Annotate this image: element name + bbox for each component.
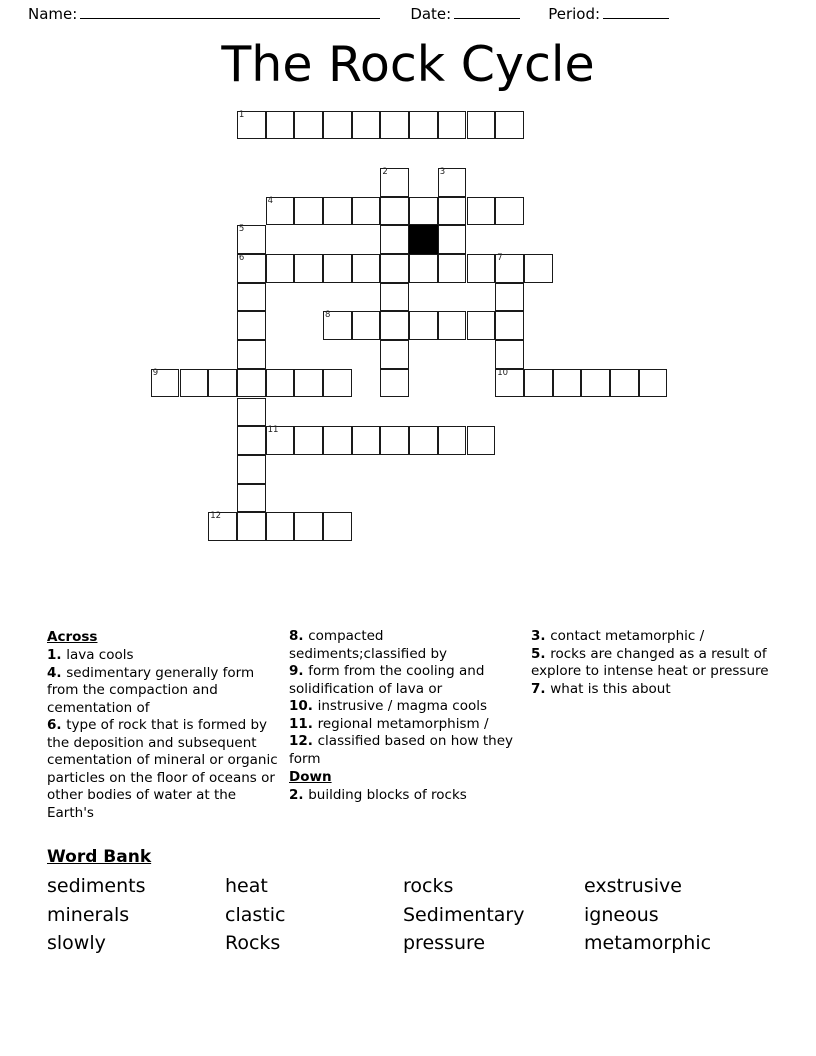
grid-cell[interactable] (323, 254, 352, 283)
grid-cell[interactable] (323, 311, 352, 340)
grid-cell[interactable] (495, 197, 524, 226)
grid-cell[interactable] (380, 311, 409, 340)
grid-cell[interactable] (237, 254, 266, 283)
grid-cell[interactable] (294, 369, 323, 398)
grid-cell[interactable] (495, 111, 524, 140)
clue-item (531, 646, 771, 681)
grid-cell[interactable] (294, 197, 323, 226)
grid-cell[interactable] (237, 512, 266, 541)
grid-cell[interactable] (237, 455, 266, 484)
grid-cell[interactable] (553, 369, 582, 398)
clue-text: classified based on how they form (289, 733, 513, 767)
grid-cell[interactable] (495, 283, 524, 312)
grid-cell[interactable] (380, 340, 409, 369)
clue-item (289, 787, 521, 805)
grid-cell[interactable] (380, 225, 409, 254)
page-title: The Rock Cycle (221, 36, 595, 93)
grid-cell[interactable] (180, 369, 209, 398)
grid-cell-number: 7 (497, 253, 503, 263)
grid-cell[interactable] (438, 111, 467, 140)
clues-section (0, 628, 816, 828)
word-bank-word: heat (225, 875, 268, 897)
clue-item (531, 628, 771, 646)
grid-cell-number: 3 (439, 166, 446, 177)
clue-text: building blocks of rocks (308, 787, 467, 803)
clue-number: 6. (47, 717, 67, 733)
grid-cell[interactable] (237, 225, 266, 254)
grid-cell[interactable] (380, 254, 409, 283)
date-label: Date: (410, 4, 452, 23)
grid-cell[interactable] (352, 111, 381, 140)
clue-text: compacted sediments;classified by (289, 628, 448, 662)
word-bank-word: metamorphic (584, 932, 712, 954)
clue-item (289, 663, 521, 698)
grid-cell[interactable] (237, 111, 266, 140)
word-bank-word: igneous (584, 903, 659, 926)
clue-text: instrusive / magma cools (317, 698, 488, 714)
grid-cell[interactable] (380, 426, 409, 455)
clue-column-2 (289, 628, 521, 805)
grid-cell-number: 8 (325, 310, 331, 321)
grid-cell[interactable] (380, 168, 409, 197)
grid-cell[interactable] (524, 254, 553, 283)
grid-cell-number: 11 (267, 425, 279, 436)
grid-cell[interactable] (409, 197, 438, 226)
word-bank-grid (47, 872, 767, 958)
grid-cell[interactable] (208, 369, 237, 398)
clue-number: 4. (47, 664, 67, 681)
grid-cell[interactable] (294, 254, 323, 283)
grid-cell[interactable] (237, 484, 266, 513)
clue-text: form from the cooling and solidification of lava or (289, 663, 485, 697)
clue-text: lava cools (66, 647, 134, 663)
grid-cell[interactable] (438, 197, 467, 226)
clue-item (289, 628, 521, 663)
word-bank-word: rocks (403, 875, 454, 897)
grid-cell[interactable] (266, 254, 295, 283)
grid-cell[interactable] (237, 311, 266, 340)
clue-number: 9. (289, 663, 309, 679)
clue-number: 3. (531, 628, 551, 644)
name-label: Name: (28, 4, 78, 23)
grid-cell[interactable] (467, 111, 496, 140)
word-bank-word: slowly (47, 932, 106, 954)
clue-number: 10. (289, 698, 318, 714)
clue-item (47, 717, 279, 822)
clue-number: 11. (289, 715, 318, 732)
grid-cell[interactable] (237, 398, 266, 427)
grid-cell[interactable] (409, 254, 438, 283)
grid-cell[interactable] (266, 197, 295, 226)
word-bank-word: Sedimentary (403, 903, 525, 926)
grid-cell[interactable] (581, 369, 610, 398)
clue-column-3 (531, 628, 771, 698)
grid-cell-number: 2 (382, 166, 388, 177)
clue-text: rocks are changed as a result of explore to intense heat or pressure (531, 645, 769, 679)
grid-cell[interactable] (208, 512, 237, 541)
grid-cell[interactable] (323, 369, 352, 398)
grid-cell[interactable] (352, 254, 381, 283)
clue-text: what is this about (550, 680, 671, 697)
clue-text: contact metamorphic / (550, 628, 705, 644)
clue-number: 2. (289, 787, 309, 803)
down-heading: Down (289, 769, 332, 785)
grid-cell[interactable] (266, 369, 295, 398)
clue-item (47, 647, 279, 665)
grid-cell[interactable] (467, 311, 496, 340)
word-bank (47, 845, 767, 958)
word-bank-word: minerals (47, 903, 130, 926)
clue-number: 5. (531, 645, 551, 662)
grid-cell[interactable] (266, 512, 295, 541)
grid-cell[interactable] (352, 426, 381, 455)
grid-cell-number: 4 (267, 195, 274, 206)
grid-cell[interactable] (467, 197, 496, 226)
grid-cell-number: 12 (210, 511, 222, 522)
clue-item (531, 681, 771, 699)
grid-cell[interactable] (438, 168, 467, 197)
grid-cell[interactable] (495, 340, 524, 369)
grid-cell[interactable] (467, 254, 496, 283)
grid-cell[interactable] (323, 111, 352, 140)
grid-cell[interactable] (610, 369, 639, 398)
grid-cell[interactable] (639, 369, 668, 398)
grid-cell[interactable] (495, 254, 524, 283)
grid-cell[interactable] (438, 311, 467, 340)
grid-cell[interactable] (237, 340, 266, 369)
word-bank-title: Word Bank (47, 847, 152, 867)
grid-cell[interactable] (409, 426, 438, 455)
clue-text: type of rock that is formed by the deposition and subsequent cementation of mineral or organic particles on the floor of oceans or other bodies of water at the Earth's (47, 717, 278, 821)
word-bank-word: Rocks (225, 932, 281, 954)
grid-cell[interactable] (524, 369, 553, 398)
clue-column-1 (47, 628, 279, 822)
word-bank-word: pressure (403, 932, 486, 954)
grid-cell[interactable] (151, 369, 180, 398)
grid-cell[interactable] (467, 426, 496, 455)
grid-cell-number: 6 (238, 253, 245, 263)
grid-cell[interactable] (409, 311, 438, 340)
grid-cell[interactable] (266, 426, 295, 455)
period-label: Period: (548, 4, 601, 23)
grid-cell[interactable] (323, 426, 352, 455)
word-bank-word: sediments (47, 875, 146, 897)
clue-text: regional metamorphism / (317, 715, 489, 732)
grid-cell[interactable] (438, 254, 467, 283)
grid-cell[interactable] (266, 111, 295, 140)
clue-number: 8. (289, 628, 309, 644)
grid-cell-number: 9 (152, 367, 159, 378)
grid-cell[interactable] (495, 369, 524, 398)
clue-number: 7. (531, 680, 551, 697)
grid-cell[interactable] (294, 426, 323, 455)
grid-cell-number: 10 (497, 367, 509, 378)
grid-cell[interactable] (294, 111, 323, 140)
clue-number: 12. (289, 733, 318, 749)
clue-item (289, 733, 521, 768)
word-bank-word: exstrusive (584, 875, 682, 897)
grid-cell-number: 5 (238, 224, 245, 235)
grid-cell[interactable] (352, 197, 381, 226)
grid-cell[interactable] (323, 197, 352, 226)
word-bank-word: clastic (225, 903, 286, 926)
grid-cell[interactable] (380, 197, 409, 226)
grid-cell[interactable] (294, 512, 323, 541)
grid-blocked-cell (409, 225, 438, 254)
grid-cell[interactable] (380, 369, 409, 398)
grid-cell[interactable] (380, 111, 409, 140)
clue-number: 1. (47, 647, 67, 663)
clue-item (289, 698, 521, 716)
clue-text: sedimentary generally form from the compaction and cementation of (47, 664, 255, 716)
grid-cell[interactable] (438, 225, 467, 254)
grid-cell[interactable] (237, 369, 266, 398)
grid-cell[interactable] (380, 283, 409, 312)
grid-cell[interactable] (495, 311, 524, 340)
grid-cell[interactable] (409, 111, 438, 140)
grid-cell-number: 1 (238, 109, 245, 120)
clue-item (47, 665, 279, 718)
grid-cell[interactable] (237, 283, 266, 312)
grid-cell[interactable] (438, 426, 467, 455)
grid-cell[interactable] (352, 311, 381, 340)
across-heading: Across (47, 629, 98, 645)
clue-item (289, 716, 521, 734)
grid-cell[interactable] (237, 426, 266, 455)
grid-cell[interactable] (323, 512, 352, 541)
